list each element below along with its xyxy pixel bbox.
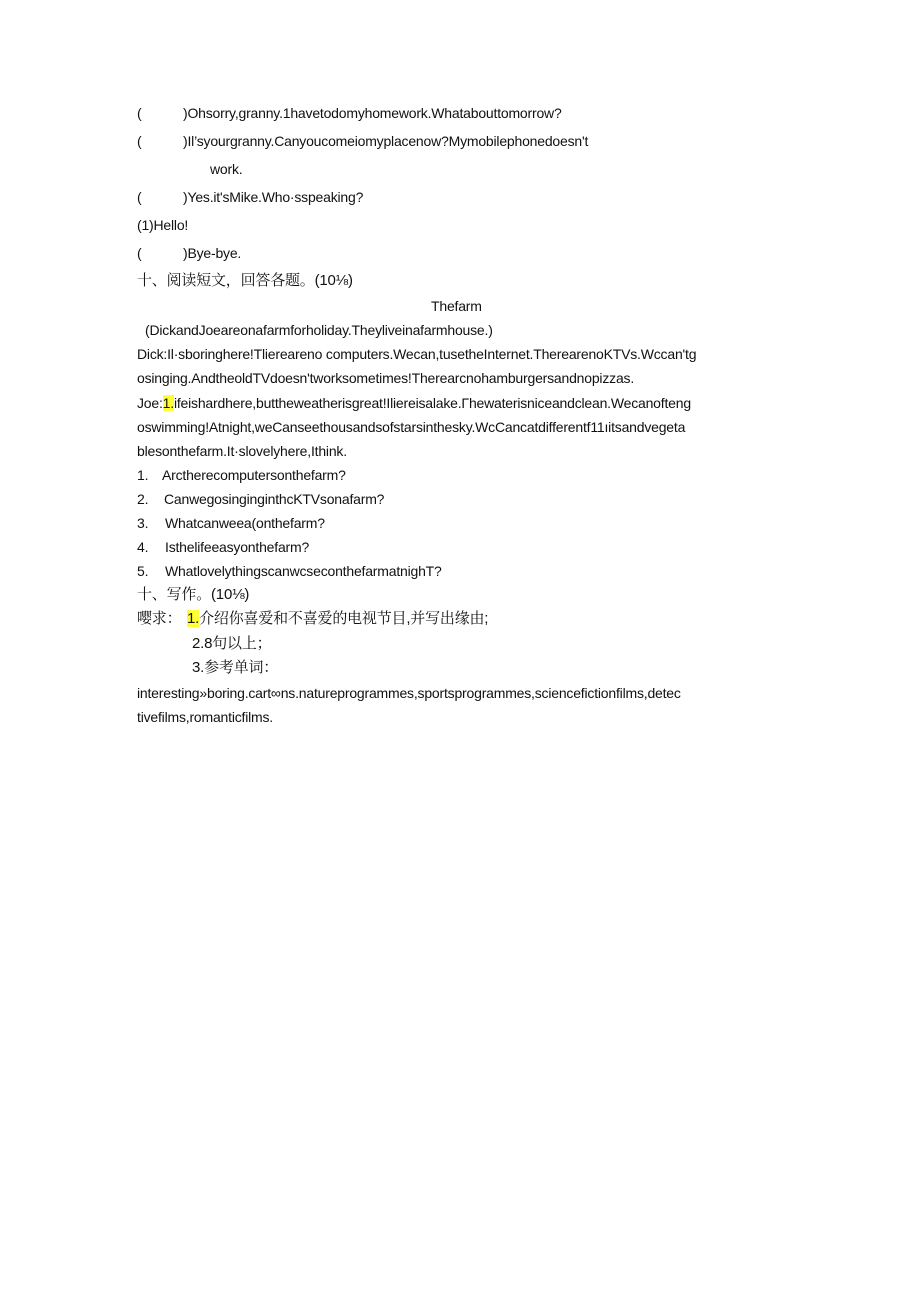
- question-2: [137, 490, 384, 508]
- answer-blank: (: [137, 133, 142, 149]
- question-text: Whatcanweea(onthefarm?: [165, 515, 325, 531]
- passage-joe-line-3: blesonthefarm.It·slovelyhere,Ithink.: [137, 443, 347, 459]
- reference-words-line-2: tivefilms,romanticfilms.: [137, 709, 273, 725]
- writing-requirement-2: 2.8句以上；: [192, 635, 272, 652]
- passage-joe-line-1: [137, 394, 691, 412]
- dialogue-line-3: [137, 188, 363, 206]
- question-1: [137, 466, 346, 484]
- section-heading-writing: 十、写作。(10⅛): [137, 586, 250, 603]
- requirement-text: 介绍你喜爱和不喜爱的电视节目,并写出缘由;: [199, 610, 489, 627]
- answer-blank: (: [137, 105, 142, 121]
- question-text: CanwegosinginginthcKTVsonafarm?: [164, 491, 385, 507]
- question-3: [137, 514, 325, 532]
- dialogue-text: Il’syourgranny.Canyoucomeiomyplacenow?Mymobilephonedoesn't: [187, 133, 589, 149]
- question-number: 5.: [137, 563, 149, 579]
- writing-requirement-3: 3.参考单词：: [192, 659, 279, 676]
- question-text: Isthelifeeasyonthefarm?: [165, 539, 310, 555]
- dialogue-text: Bye-bye.: [187, 245, 242, 261]
- question-number: 1.: [137, 467, 149, 483]
- reference-words-line-1: interesting»boring.cart∞ns.natureprogrammes,sportsprogrammes,sciencefictionfilms,detec: [137, 685, 681, 701]
- blank-close: ): [183, 245, 188, 261]
- requirement-label: 嘤求：: [137, 610, 182, 627]
- answer-blank: (: [137, 189, 142, 205]
- passage-joe-line-2: oswimming!Atnight,weCanseethousandsofstarsinthesky.WcCancatdifferentf11ıitsandvegeta: [137, 419, 686, 435]
- dialogue-line-2: [137, 132, 588, 150]
- question-number: 2.: [137, 491, 149, 507]
- speaker-label: Joe:: [137, 395, 163, 411]
- question-text: Arctherecomputersonthefarm?: [162, 467, 346, 483]
- section-heading-reading: 十、阅读短文，回答各题。(10⅛): [137, 272, 353, 289]
- blank-close: ): [183, 189, 188, 205]
- dialogue-text: Yes.it'sMike.Who·sspeaking?: [187, 189, 364, 205]
- writing-requirement-1: [137, 610, 488, 628]
- dialogue-text: Ohsorry,granny.1havetodomyhomework.Whatabouttomorrow?: [187, 105, 562, 121]
- passage-text: ifeishardhere,buttheweatherisgreat!Iliereisalake.Γhewaterisniceandclean.Wecanofteng: [173, 395, 691, 411]
- blank-close: ): [183, 105, 188, 121]
- dialogue-line-1: [137, 104, 562, 122]
- question-5: [137, 562, 442, 580]
- passage-title: Thefarm: [431, 298, 482, 314]
- highlighted-number: 1.: [162, 395, 174, 411]
- question-4: [137, 538, 309, 556]
- passage-intro: (DickandJoeareonafarmforholiday.Theyliveinafarmhouse.): [145, 322, 493, 338]
- passage-dick-line-2: osinging.AndtheoldTVdoesn'tworksometimes!Therearcnohamburgersandnopizzas.: [137, 370, 635, 386]
- question-number: 3.: [137, 515, 149, 531]
- answer-blank: (: [137, 245, 142, 261]
- question-number: 4.: [137, 539, 149, 555]
- passage-dick-line-1: Dick:Il·sboringhere!Tliereareno computers.Wecan,tusetheInternet.TherearenoKTVs.Wccan'tg: [137, 346, 697, 362]
- highlighted-number: 1.: [187, 610, 200, 627]
- question-text: WhatlovelythingscanwcseconthefarmatnighT?: [165, 563, 442, 579]
- dialogue-line-5: [137, 244, 241, 262]
- dialogue-line-2-continued: work.: [210, 161, 243, 177]
- blank-close: ): [183, 133, 188, 149]
- dialogue-line-4: (1)Hello!: [137, 217, 189, 233]
